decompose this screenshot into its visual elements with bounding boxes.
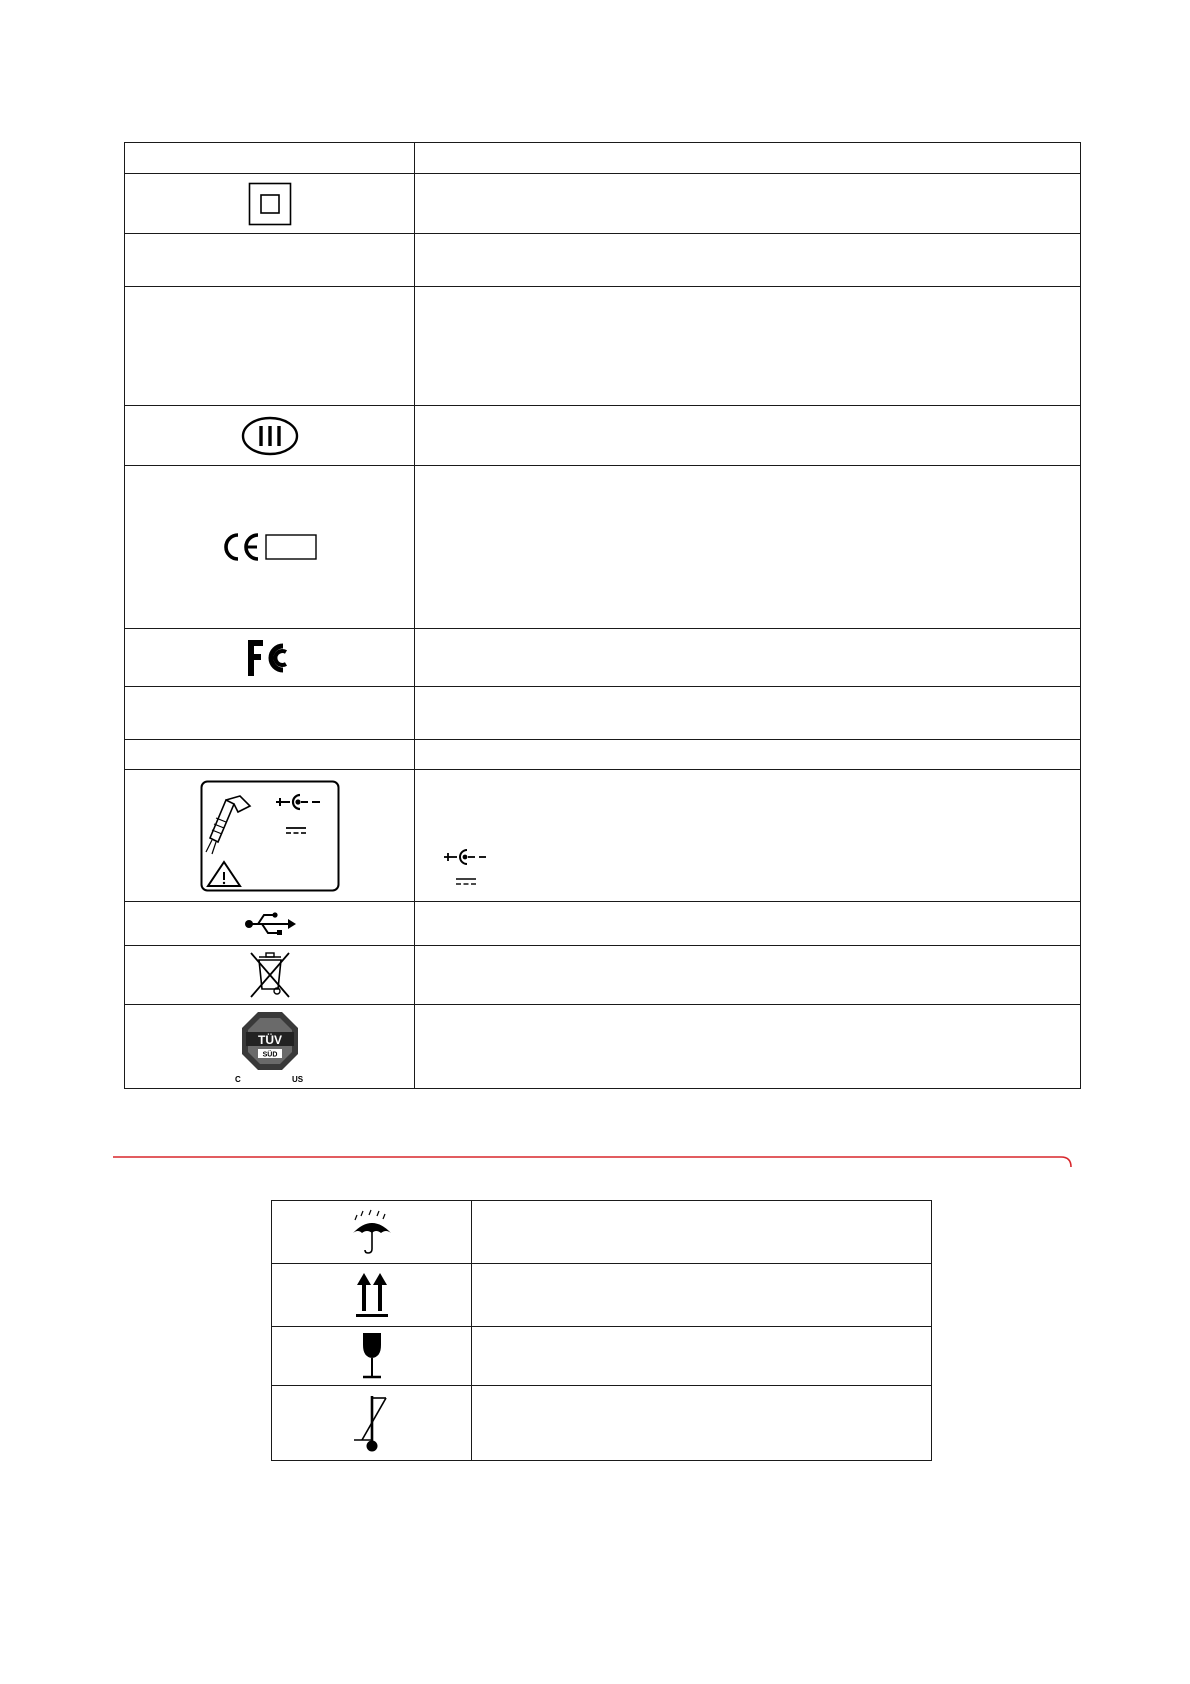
section-divider-rule [113, 1149, 1073, 1169]
table-row [125, 234, 1081, 287]
symbol-cell [125, 770, 415, 902]
description-cell [472, 1201, 932, 1264]
description-cell [415, 740, 1081, 770]
symbol-cell [125, 629, 415, 687]
us-text: US [291, 1074, 303, 1084]
description-cell [415, 946, 1081, 1005]
description-cell [415, 406, 1081, 466]
table-row [125, 1005, 1081, 1089]
usb-icon [244, 911, 296, 937]
keep-dry-umbrella-icon [351, 1209, 393, 1255]
description-cell [415, 174, 1081, 234]
symbol-cell [125, 1005, 415, 1089]
ce-mark-icon [222, 532, 318, 562]
this-way-up-arrows-icon [354, 1271, 390, 1319]
c-text: C [234, 1074, 241, 1084]
handpiece-dc-polarity-warning-label-icon [200, 780, 340, 892]
description-cell [415, 234, 1081, 287]
fcc-logo-icon [246, 638, 294, 678]
header-cell-symbol [125, 143, 415, 174]
tuv-sud-cus-mark-icon [232, 1010, 308, 1084]
table-row [272, 1264, 932, 1327]
description-cell [415, 466, 1081, 629]
description-cell [415, 770, 1081, 902]
dc-polarity-note-icon [442, 847, 502, 889]
double-insulation-square-icon [248, 182, 292, 226]
fragile-glass-icon [358, 1331, 386, 1381]
table-row [125, 902, 1081, 946]
table-row [125, 687, 1081, 740]
table-row [125, 143, 1081, 174]
temperature-limit-icon [352, 1392, 392, 1454]
description-cell [415, 287, 1081, 406]
description-cell [472, 1386, 932, 1461]
table-row [125, 946, 1081, 1005]
sud-text: SÜD [262, 1051, 277, 1058]
symbol-cell [125, 946, 415, 1005]
symbol-cell [125, 687, 415, 740]
symbol-cell [272, 1327, 472, 1386]
table-row [272, 1201, 932, 1264]
symbol-cell [125, 174, 415, 234]
symbols-table [124, 142, 1081, 1089]
header-cell-description [415, 143, 1081, 174]
table-row [125, 629, 1081, 687]
description-cell [415, 687, 1081, 740]
table-row [125, 174, 1081, 234]
table-row [125, 740, 1081, 770]
description-cell [415, 1005, 1081, 1089]
table-row [125, 466, 1081, 629]
table-row [125, 406, 1081, 466]
symbol-cell [125, 740, 415, 770]
description-cell [415, 902, 1081, 946]
table-row [272, 1386, 932, 1461]
storage-symbols-table [271, 1200, 932, 1461]
table-row [125, 287, 1081, 406]
symbol-cell [125, 466, 415, 629]
symbol-cell [125, 287, 415, 406]
protection-class-iii-icon [240, 415, 300, 457]
description-cell [472, 1327, 932, 1386]
symbol-cell [272, 1264, 472, 1327]
tuv-text: TÜV [257, 1032, 282, 1047]
description-cell [472, 1264, 932, 1327]
symbol-cell [272, 1201, 472, 1264]
table-row [272, 1327, 932, 1386]
weee-crossed-bin-icon [249, 951, 291, 999]
symbol-cell [272, 1386, 472, 1461]
symbol-cell [125, 902, 415, 946]
table-row [125, 770, 1081, 902]
symbol-cell [125, 406, 415, 466]
symbol-cell [125, 234, 415, 287]
description-cell [415, 629, 1081, 687]
